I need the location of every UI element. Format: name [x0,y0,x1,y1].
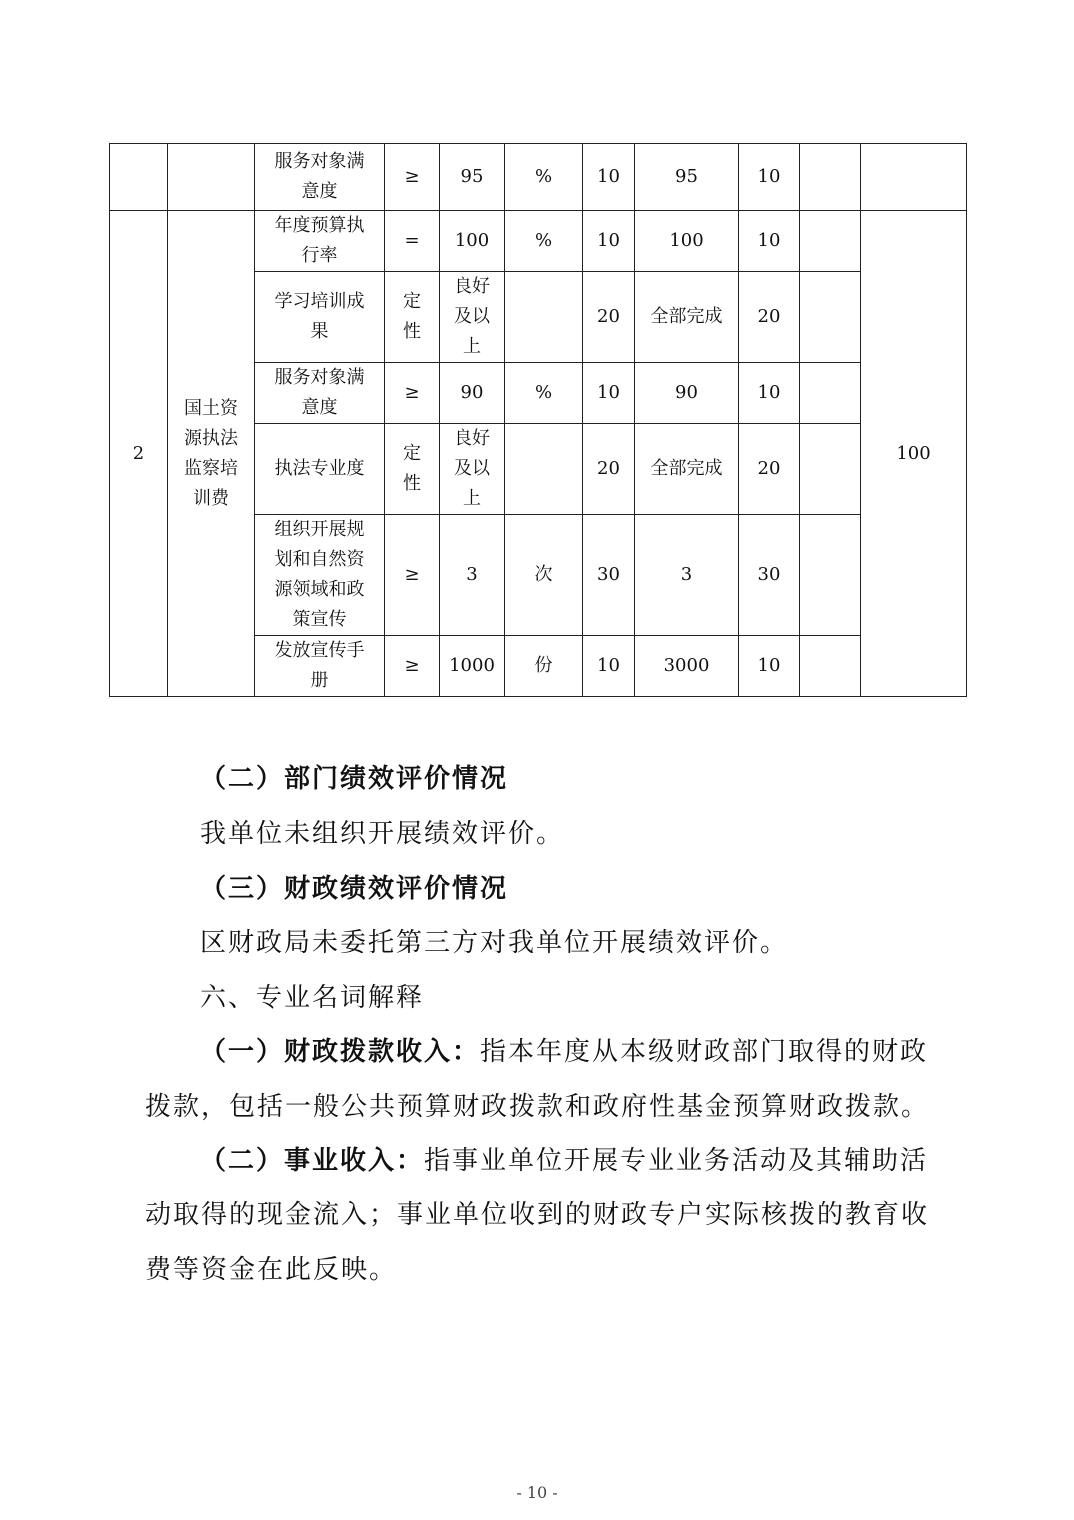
cell-weight: 10 [583,363,635,424]
cell-note [800,424,861,515]
cell-op: 定性 [385,272,440,363]
cell-metric: 学习培训成果 [255,272,385,363]
cell-score: 10 [739,363,800,424]
cell-metric: 年度预算执行率 [255,211,385,272]
cell-no: 2 [110,211,168,697]
term2-line-3: 费等资金在此反映。 [145,1255,398,1285]
cell-target: 1000 [440,636,505,697]
cell-no [110,144,168,211]
cell-note [800,272,861,363]
cell-unit: % [505,144,583,211]
cell-weight: 30 [583,515,635,636]
term2-text: 指事业单位开展专业业务活动及其辅助活 [424,1146,929,1176]
cell-op: 定性 [385,424,440,515]
cell-total [861,144,967,211]
cell-target: 100 [440,211,505,272]
cell-actual: 3000 [635,636,739,697]
cell-target: 良好及以上 [440,272,505,363]
table-row [110,144,967,211]
cell-op: = [385,211,440,272]
cell-metric: 组织开展规划和自然资源领域和政策宣传 [255,515,385,636]
cell-unit: % [505,211,583,272]
cell-score: 20 [739,424,800,515]
term2-label: （二）事业收入： [200,1146,425,1176]
cell-weight: 20 [583,424,635,515]
dept-eval-text: 我单位未组织开展绩效评价。 [200,819,565,849]
cell-op: ≥ [385,144,440,211]
cell-unit: % [505,363,583,424]
cell-note [800,144,861,211]
cell-name: 国土资源执法监察培训费 [168,211,255,697]
cell-score: 10 [739,636,800,697]
cell-note [800,363,861,424]
cell-unit: 次 [505,515,583,636]
cell-weight: 10 [583,211,635,272]
cell-actual: 全部完成 [635,424,739,515]
terms-heading: 六、专业名词解释 [200,983,425,1013]
cell-score: 10 [739,211,800,272]
cell-op: ≥ [385,515,440,636]
cell-metric: 服务对象满意度 [255,363,385,424]
cell-unit [505,424,583,515]
term2-line-1 [200,1140,928,1177]
term1-line-2: 拨款，包括一般公共预算财政拨款和政府性基金预算财政拨款。 [145,1092,930,1122]
cell-score: 30 [739,515,800,636]
term2-line-2: 动取得的现金流入；事业单位收到的财政专户实际核拨的教育收 [145,1200,930,1230]
cell-target: 良好及以上 [440,424,505,515]
cell-actual: 3 [635,515,739,636]
cell-actual: 95 [635,144,739,211]
cell-metric: 服务对象满意度 [255,144,385,211]
cell-weight: 10 [583,144,635,211]
performance-table [109,143,967,697]
cell-actual: 全部完成 [635,272,739,363]
cell-op: ≥ [385,636,440,697]
cell-score: 20 [739,272,800,363]
dept-eval-heading: （二）部门绩效评价情况 [200,764,509,794]
term1-text: 指本年度从本级财政部门取得的财政 [480,1037,929,1067]
cell-metric: 发放宣传手册 [255,636,385,697]
page-number: - 10 - [516,1483,558,1502]
cell-note [800,636,861,697]
cell-actual: 90 [635,363,739,424]
cell-unit: 份 [505,636,583,697]
term1-label: （一）财政拨款收入： [200,1037,481,1067]
cell-weight: 10 [583,636,635,697]
cell-target: 90 [440,363,505,424]
cell-metric: 执法专业度 [255,424,385,515]
cell-score: 10 [739,144,800,211]
cell-target: 95 [440,144,505,211]
cell-note [800,211,861,272]
cell-weight: 20 [583,272,635,363]
cell-target: 3 [440,515,505,636]
cell-name [168,144,255,211]
fin-eval-heading: （三）财政绩效评价情况 [200,874,509,904]
term1-line-1 [200,1031,928,1068]
cell-op: ≥ [385,363,440,424]
cell-unit [505,272,583,363]
cell-note [800,515,861,636]
fin-eval-text: 区财政局未委托第三方对我单位开展绩效评价。 [200,928,789,958]
cell-actual: 100 [635,211,739,272]
table-row [110,211,967,272]
cell-total: 100 [861,211,967,697]
